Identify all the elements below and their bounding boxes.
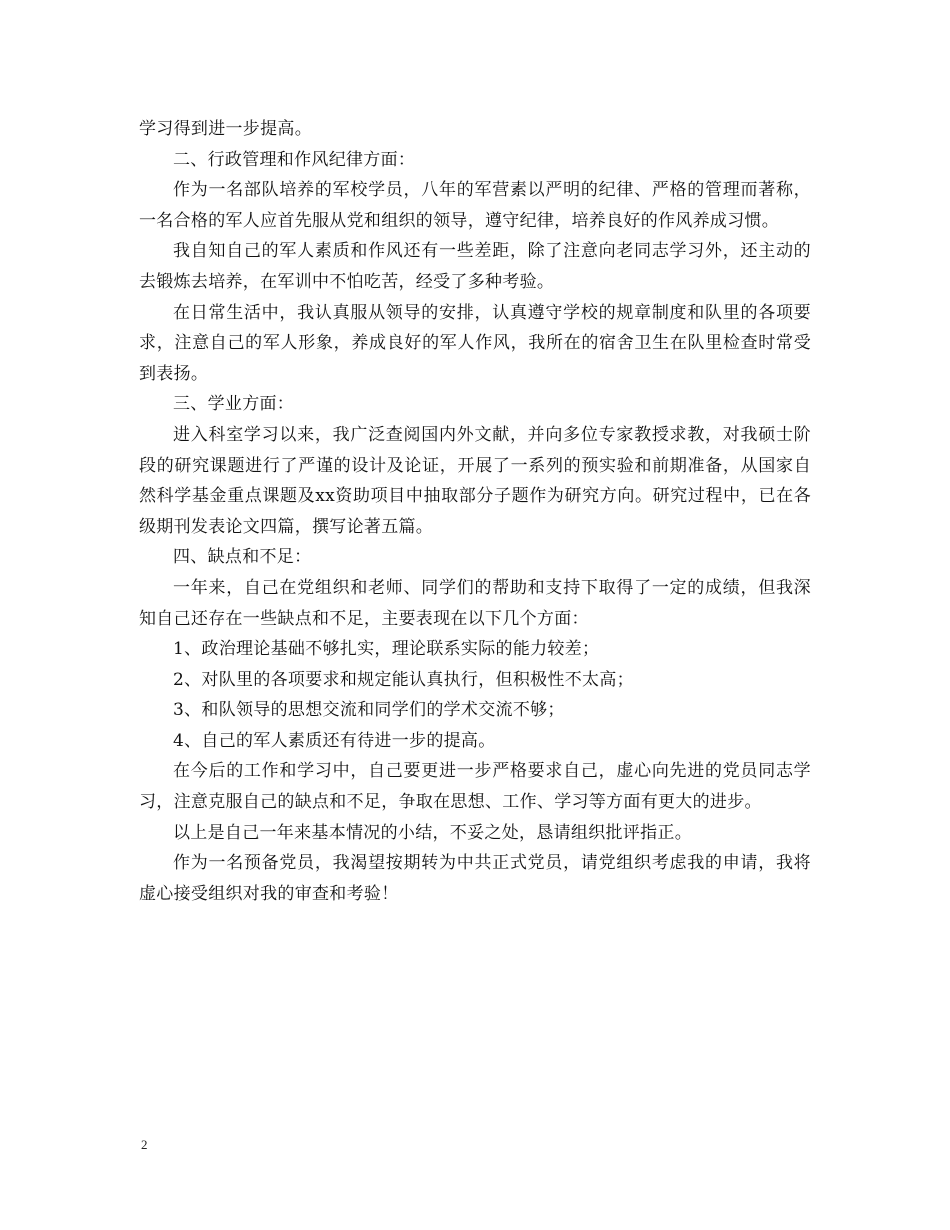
paragraph: 进入科室学习以来，我广泛查阅国内外文献，并向多位专家教授求教，对我硕士阶段的研究课题进行了严谨的设计及论证，开展了一系列的预实验和前期准备，从国家自然科学基金重点课题及xx资助项目中抽取部分子题作为研究方向。研究过程中，已在各级期刊发表论文四篇，撰写论著五篇。	[139, 424, 811, 537]
page-number: 2	[141, 1137, 148, 1152]
paragraph: 在今后的工作和学习中，自己要更进一步严格要求自己，虚心向先进的党员同志学习，注意克服自己的缺点和不足，争取在思想、工作、学习等方面有更大的进步。	[139, 761, 811, 813]
section-heading-shortcomings: 四、缺点和不足：	[173, 547, 312, 568]
paragraph: 作为一名预备党员，我渴望按期转为中共正式党员，请党组织考虑我的申请，我将虚心接受组织对我的审查和考验！	[139, 853, 811, 904]
list-item: 4、自己的军人素质还有待进一步的提高。	[173, 730, 496, 751]
list-item: 1、政治理论基础不够扎实，理论联系实际的能力较差；	[173, 639, 600, 660]
section-heading-academics: 三、学业方面：	[173, 394, 295, 415]
paragraph: 我自知自己的军人素质和作风还有一些差距，除了注意向老同志学习外，还主动的去锻炼去培养，在军训中不怕吃苦，经受了多种考验。	[139, 241, 811, 292]
paragraph: 作为一名部队培养的军校学员，八年的军营素以严明的纪律、严格的管理而著称，一名合格的军人应首先服从党和组织的领导，遵守纪律，培养良好的作风养成习惯。	[139, 180, 811, 231]
paragraph: 在日常生活中，我认真服从领导的安排，认真遵守学校的规章制度和队里的各项要求，注意自己的军人形象，养成良好的军人作风，我所在的宿舍卫生在队里检查时常受到表扬。	[139, 302, 811, 384]
list-item: 2、对队里的各项要求和规定能认真执行，但积极性不太高；	[173, 669, 634, 690]
paragraph: 以上是自己一年来基本情况的小结，不妥之处，恳请组织批评指正。	[173, 822, 692, 843]
paragraph-continuation: 学习得到进一步提高。	[139, 119, 312, 139]
paragraph: 一年来，自己在党组织和老师、同学们的帮助和支持下取得了一定的成绩，但我深知自己还存在一些缺点和不足，主要表现在以下几个方面：	[139, 577, 811, 629]
section-heading-administration: 二、行政管理和作风纪律方面：	[173, 149, 416, 170]
list-item: 3、和队领导的思想交流和同学们的学术交流不够；	[173, 700, 565, 721]
document-body	[139, 114, 811, 909]
